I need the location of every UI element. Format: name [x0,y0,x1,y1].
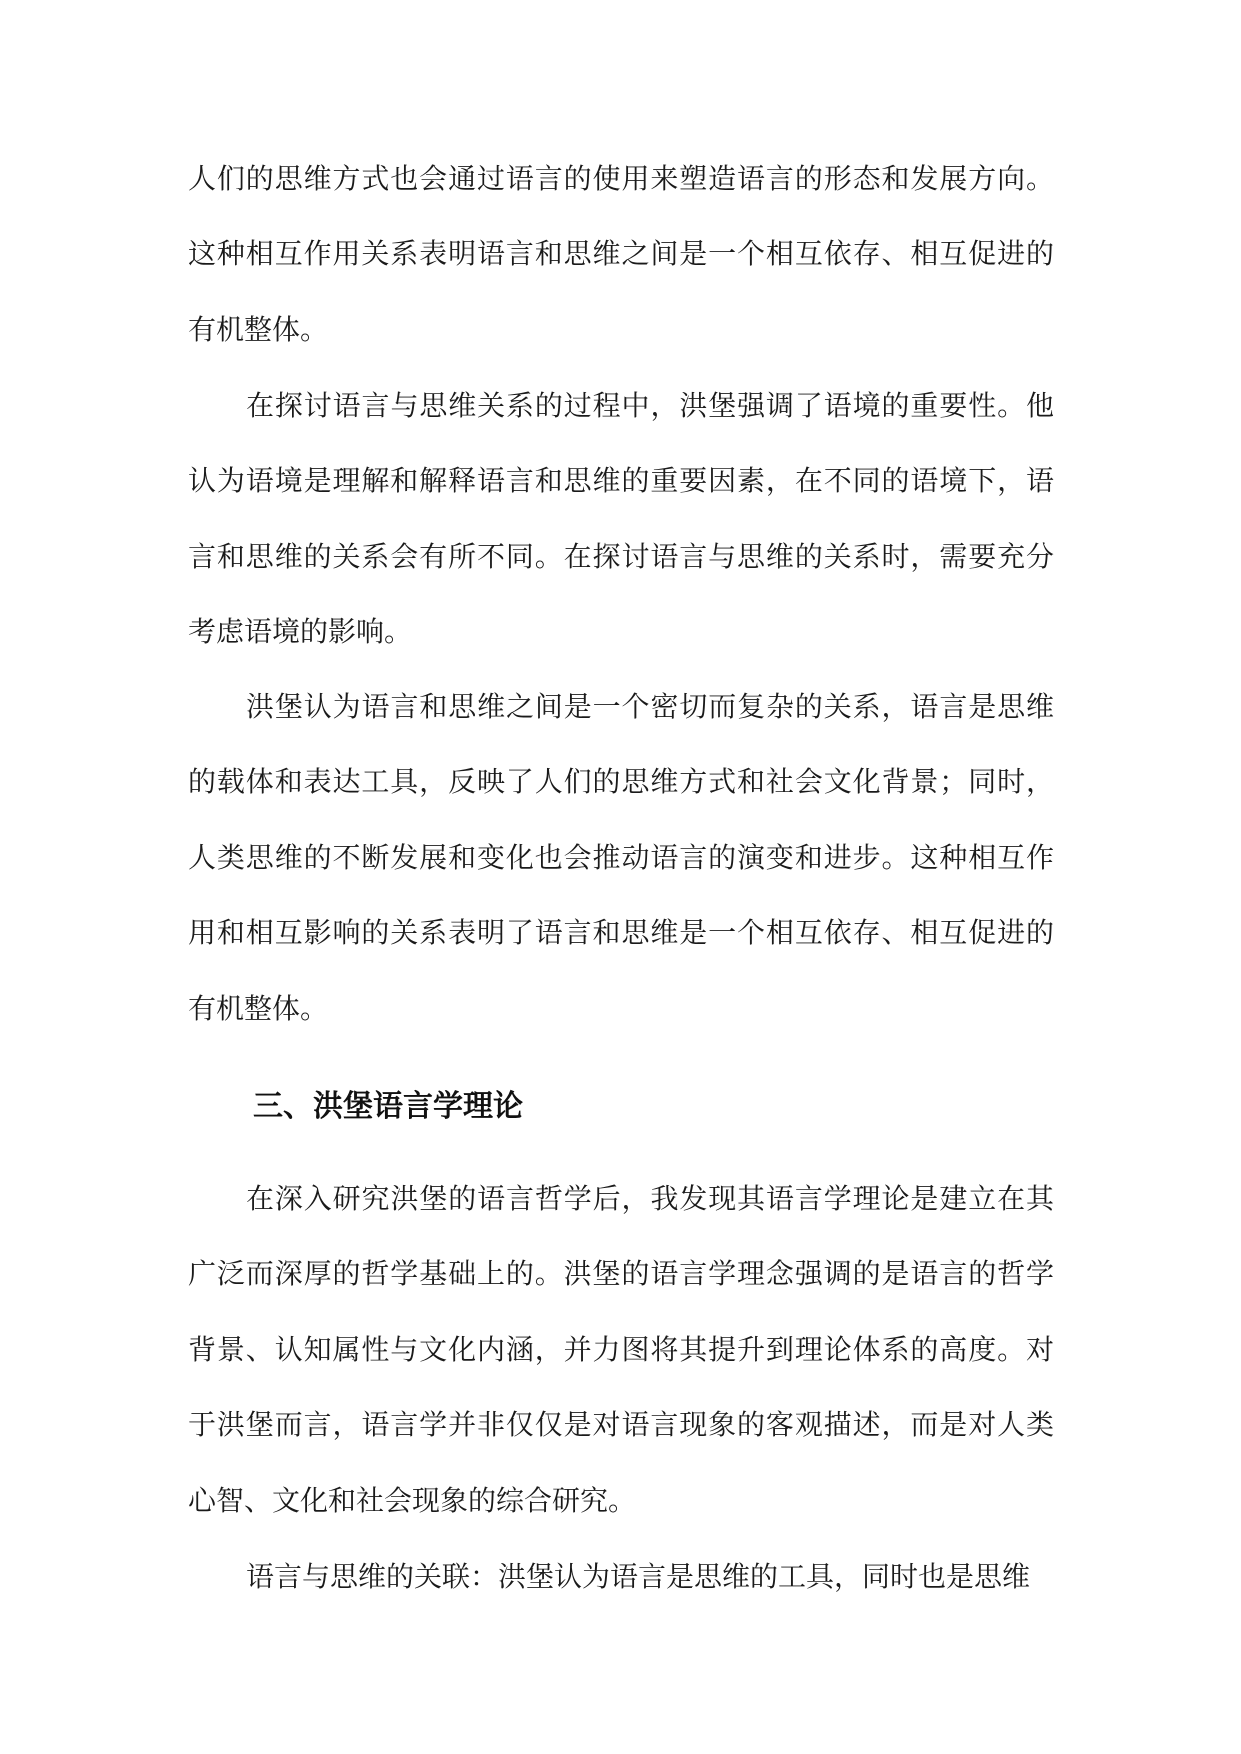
paragraph-linguistics-theory [188,1161,1054,1538]
paragraph-continuation [188,141,1054,367]
paragraph-text: 在探讨语言与思维关系的过程中，洪堡强调了语境的重要性。他认为语境是理解和解释语言和思维的重要因素，在不同的语境下，语言和思维的关系会有所不同。在探讨语言与思维的关系时，需要充分考虑语境的影响。 [188,389,1054,649]
paragraph-text: 洪堡认为语言和思维之间是一个密切而复杂的关系，语言是思维的载体和表达工具，反映了人们的思维方式和社会文化背景；同时，人类思维的不断发展和变化也会推动语言的演变和进步。这种相互作用和相互影响的关系表明了语言和思维是一个相互依存、相互促进的有机整体。 [188,690,1054,1025]
paragraph-text: 人们的思维方式也会通过语言的使用来塑造语言的形态和发展方向。这种相互作用关系表明语言和思维之间是一个相互依存、相互促进的有机整体。 [188,162,1054,346]
section-heading: 三、洪堡语言学理论 [253,1089,523,1124]
paragraph-summary [188,669,1054,1046]
paragraph-text: 在深入研究洪堡的语言哲学后，我发现其语言学理论是建立在其广泛而深厚的哲学基础上的。洪堡的语言学理念强调的是语言的哲学背景、认知属性与文化内涵，并力图将其提升到理论体系的高度。对于洪堡而言，语言学并非仅仅是对语言现象的客观描述，而是对人类心智、文化和社会现象的综合研究。 [188,1182,1054,1517]
paragraph-context [188,368,1054,670]
paragraph-text: 语言与思维的关联：洪堡认为语言是思维的工具，同时也是思维 [246,1560,1031,1593]
paragraph-language-thought-link [188,1539,1054,1614]
